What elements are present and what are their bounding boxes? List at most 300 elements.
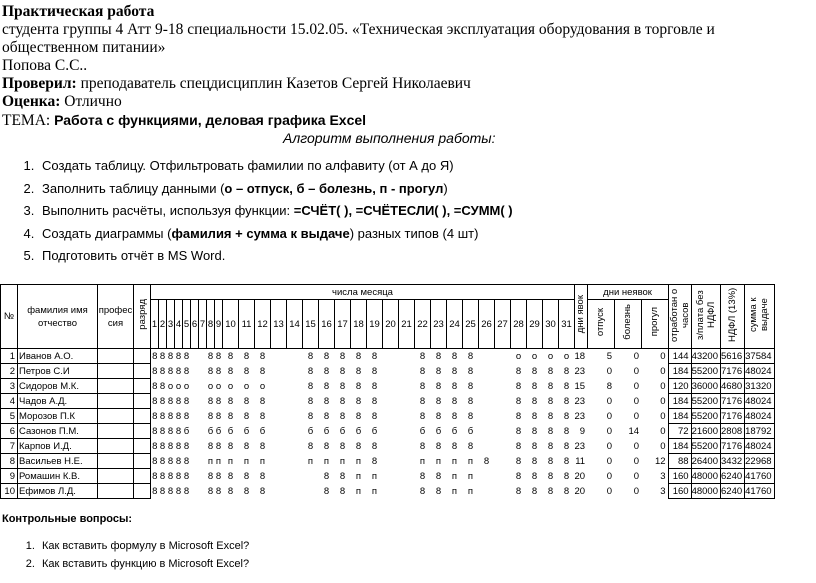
- day-cell: п: [323, 455, 330, 467]
- day-cell: 8: [207, 485, 214, 497]
- day-cell: 8: [467, 365, 474, 377]
- grade-value: Отлично: [60, 93, 122, 110]
- day-cell: 8: [515, 380, 522, 392]
- yavki-cell: 15: [574, 380, 586, 392]
- day-cell: 8: [339, 350, 346, 362]
- timesheet-table: [0, 284, 775, 499]
- day-cell: 8: [451, 395, 458, 407]
- table-row: [1, 409, 775, 424]
- employee-name: Ромашин К.В.: [18, 469, 98, 484]
- day-cell: б: [207, 425, 214, 437]
- progul-cell: 3: [660, 470, 666, 482]
- progul-cell: 3: [660, 485, 666, 497]
- step-text: ): [443, 180, 448, 196]
- day-number-header: 3: [167, 300, 175, 349]
- day-cell: п: [259, 455, 266, 467]
- day-cell: [287, 394, 303, 409]
- day-cell: б: [419, 425, 426, 437]
- grade-cell: [134, 364, 151, 379]
- day-cell: [199, 484, 207, 499]
- day-cell: 8: [371, 455, 378, 467]
- day-number-header: 29: [527, 300, 543, 349]
- step-text: фамилия + сумма к выдаче: [171, 225, 350, 241]
- day-cell: 8: [243, 395, 250, 407]
- day-cell: б: [243, 425, 250, 437]
- day-cell: 8: [152, 395, 158, 407]
- day-cell: [287, 364, 303, 379]
- day-cell: о: [531, 350, 538, 362]
- day-cell: 8: [259, 350, 266, 362]
- day-cell: 8: [167, 365, 174, 377]
- day-cell: [287, 424, 303, 439]
- day-cell: [383, 439, 399, 454]
- day-cell: 8: [207, 350, 214, 362]
- day-cell: 8: [152, 365, 158, 377]
- grade-cell: [134, 379, 151, 394]
- day-cell: 8: [167, 470, 174, 482]
- header-otpusk: отпуск: [587, 300, 614, 349]
- day-cell: 8: [339, 440, 346, 452]
- day-cell: [199, 394, 207, 409]
- header-progul: прогул: [641, 300, 668, 349]
- day-cell: 8: [435, 485, 442, 497]
- day-cell: 8: [531, 395, 538, 407]
- header-pay: з/плата без НДФЛ: [691, 285, 720, 349]
- day-cell: [479, 379, 495, 394]
- ndfl-cell: 6240: [721, 484, 745, 499]
- day-cell: [479, 349, 495, 364]
- day-cell: [479, 439, 495, 454]
- row-number: 1: [1, 349, 18, 364]
- day-cell: б: [323, 425, 330, 437]
- profession-cell: [98, 394, 134, 409]
- step-text: Заполнить таблицу данными (: [42, 180, 225, 196]
- day-cell: [191, 364, 199, 379]
- day-cell: [191, 349, 199, 364]
- day-cell: 8: [563, 395, 570, 407]
- day-cell: 8: [531, 470, 538, 482]
- day-cell: 8: [175, 440, 182, 452]
- day-cell: п: [355, 470, 362, 482]
- day-cell: 8: [563, 425, 570, 437]
- day-cell: 8: [451, 365, 458, 377]
- pay-cell: 21600: [691, 424, 720, 439]
- hours-cell: 120: [668, 379, 691, 394]
- step-item: [38, 178, 513, 201]
- profession-cell: [98, 439, 134, 454]
- profession-cell: [98, 364, 134, 379]
- day-cell: 8: [175, 470, 182, 482]
- day-cell: [199, 349, 207, 364]
- day-cell: 8: [323, 440, 330, 452]
- otpusk-cell: 5: [606, 350, 613, 362]
- day-cell: 8: [183, 365, 190, 377]
- total-cell: 48024: [745, 439, 774, 454]
- day-cell: 8: [419, 440, 426, 452]
- day-cell: 8: [183, 485, 190, 497]
- day-cell: 8: [435, 440, 442, 452]
- hours-cell: 184: [668, 394, 691, 409]
- day-cell: 8: [419, 350, 426, 362]
- day-cell: 8: [207, 470, 214, 482]
- header-neyavki: дни неявок: [587, 285, 668, 300]
- day-cell: 8: [227, 350, 234, 362]
- day-cell: [287, 349, 303, 364]
- day-cell: [271, 364, 287, 379]
- step-text: Создать таблицу. Отфильтровать фамилии по алфавиту (от А до Я): [42, 158, 454, 173]
- day-cell: [303, 484, 319, 499]
- day-cell: [199, 469, 207, 484]
- day-cell: 8: [371, 410, 378, 422]
- day-cell: п: [467, 470, 474, 482]
- header-hours: отработан о часов: [668, 285, 691, 349]
- ndfl-cell: 7176: [721, 364, 745, 379]
- day-cell: [383, 469, 399, 484]
- otpusk-cell: 0: [606, 455, 613, 467]
- day-cell: 8: [563, 365, 570, 377]
- day-cell: б: [339, 425, 346, 437]
- day-cell: 8: [419, 470, 426, 482]
- day-cell: [399, 454, 415, 469]
- day-cell: п: [243, 455, 250, 467]
- day-cell: 8: [215, 410, 222, 422]
- day-cell: п: [451, 470, 458, 482]
- timesheet-table-wrapper: [0, 284, 775, 499]
- day-cell: 8: [307, 350, 314, 362]
- day-cell: 8: [467, 395, 474, 407]
- table-row: [1, 439, 775, 454]
- profession-cell: [98, 424, 134, 439]
- day-cell: п: [227, 455, 234, 467]
- progul-cell: 0: [660, 440, 666, 452]
- day-cell: 8: [183, 395, 190, 407]
- day-cell: 8: [183, 350, 190, 362]
- day-cell: [479, 364, 495, 379]
- hours-cell: 184: [668, 409, 691, 424]
- day-cell: [287, 379, 303, 394]
- progul-cell: 0: [660, 410, 666, 422]
- header-name: фамилия имя отчество: [18, 285, 98, 349]
- day-cell: 8: [159, 425, 166, 437]
- day-cell: [199, 364, 207, 379]
- yavki-cell: 23: [574, 410, 586, 422]
- grade: [2, 93, 122, 111]
- day-cell: б: [307, 425, 314, 437]
- day-cell: 8: [207, 410, 214, 422]
- checked-value: преподаватель спецдисциплин Казетов Сергей Николаевич: [76, 75, 471, 92]
- day-cell: 8: [323, 365, 330, 377]
- day-cell: [191, 394, 199, 409]
- day-cell: 8: [531, 365, 538, 377]
- progul-cell: 12: [655, 455, 666, 467]
- day-cell: 8: [419, 395, 426, 407]
- header-yavki: дни явок: [575, 285, 588, 349]
- day-cell: 8: [227, 395, 234, 407]
- day-cell: 8: [215, 440, 222, 452]
- pay-cell: 55200: [691, 394, 720, 409]
- day-cell: [399, 364, 415, 379]
- bolezn-cell: 0: [633, 410, 640, 422]
- day-cell: 8: [152, 440, 158, 452]
- day-cell: [399, 484, 415, 499]
- day-cell: [479, 469, 495, 484]
- day-cell: 8: [175, 485, 182, 497]
- day-cell: 8: [355, 395, 362, 407]
- pay-cell: 26400: [691, 454, 720, 469]
- day-cell: [271, 439, 287, 454]
- hours-cell: 144: [668, 349, 691, 364]
- ndfl-cell: 6240: [721, 469, 745, 484]
- day-number-header: 1: [151, 300, 159, 349]
- day-cell: 8: [531, 485, 538, 497]
- day-cell: б: [183, 425, 190, 437]
- day-cell: [199, 454, 207, 469]
- day-cell: [479, 424, 495, 439]
- day-cell: 8: [323, 410, 330, 422]
- otpusk-cell: 0: [606, 365, 613, 377]
- grade-cell: [134, 409, 151, 424]
- pay-cell: 55200: [691, 439, 720, 454]
- day-cell: 8: [152, 470, 158, 482]
- day-cell: [271, 469, 287, 484]
- day-cell: 8: [307, 410, 314, 422]
- day-cell: 8: [167, 395, 174, 407]
- ndfl-cell: 3432: [721, 454, 745, 469]
- day-cell: 8: [339, 485, 346, 497]
- bolezn-cell: 0: [633, 365, 640, 377]
- day-number-header: 8: [207, 300, 215, 349]
- day-cell: 8: [207, 365, 214, 377]
- step-item: [38, 223, 513, 246]
- day-cell: 8: [547, 440, 554, 452]
- progul-cell: 0: [660, 365, 666, 377]
- day-cell: 8: [371, 350, 378, 362]
- day-number-header: 12: [255, 300, 271, 349]
- day-cell: 8: [243, 485, 250, 497]
- day-cell: 8: [259, 410, 266, 422]
- total-cell: 48024: [745, 394, 774, 409]
- student-name: Попова С.С..: [2, 57, 88, 74]
- header-ndfl: НДФЛ (13%): [721, 285, 745, 349]
- day-number-header: 22: [415, 300, 431, 349]
- day-cell: 8: [547, 470, 554, 482]
- day-cell: [495, 379, 511, 394]
- day-cell: 8: [159, 455, 166, 467]
- total-cell: 48024: [745, 364, 774, 379]
- day-cell: 8: [339, 470, 346, 482]
- employee-name: Сидоров М.К.: [18, 379, 98, 394]
- day-cell: 8: [152, 410, 158, 422]
- day-cell: 8: [159, 485, 166, 497]
- profession-cell: [98, 469, 134, 484]
- day-cell: 8: [515, 365, 522, 377]
- day-cell: 8: [435, 410, 442, 422]
- bolezn-cell: 0: [633, 470, 640, 482]
- day-cell: 8: [215, 395, 222, 407]
- day-cell: о: [167, 380, 174, 392]
- day-cell: 8: [307, 380, 314, 392]
- day-number-header: 10: [223, 300, 239, 349]
- day-number-header: 6: [191, 300, 199, 349]
- day-cell: [271, 409, 287, 424]
- day-cell: [495, 349, 511, 364]
- day-cell: [287, 439, 303, 454]
- day-cell: 8: [531, 425, 538, 437]
- employee-name: Петров С.И: [18, 364, 98, 379]
- total-cell: 18792: [745, 424, 774, 439]
- day-cell: п: [339, 455, 346, 467]
- day-cell: 8: [355, 365, 362, 377]
- day-cell: 8: [227, 485, 234, 497]
- ndfl-cell: 2808: [721, 424, 745, 439]
- step-text: о – отпуск, б – болезнь, п - прогул: [224, 180, 444, 196]
- day-cell: п: [355, 455, 362, 467]
- total-cell: 22968: [745, 454, 774, 469]
- day-number-header: 21: [399, 300, 415, 349]
- day-cell: [383, 379, 399, 394]
- table-row: [1, 484, 775, 499]
- day-cell: 8: [159, 365, 166, 377]
- day-cell: п: [371, 470, 378, 482]
- bolezn-cell: 14: [628, 425, 640, 437]
- day-cell: 8: [215, 470, 222, 482]
- checked-by: [2, 75, 471, 93]
- day-cell: б: [215, 425, 222, 437]
- day-cell: 8: [547, 395, 554, 407]
- day-number-header: 18: [351, 300, 367, 349]
- day-cell: о: [259, 380, 266, 392]
- day-cell: 8: [207, 440, 214, 452]
- day-cell: 8: [259, 470, 266, 482]
- step-item: [38, 200, 513, 223]
- day-cell: 8: [159, 410, 166, 422]
- day-cell: 8: [159, 350, 166, 362]
- day-cell: 8: [371, 395, 378, 407]
- day-number-header: 24: [447, 300, 463, 349]
- day-cell: 8: [355, 350, 362, 362]
- day-cell: 8: [435, 380, 442, 392]
- day-cell: 8: [467, 380, 474, 392]
- day-cell: [287, 469, 303, 484]
- yavki-cell: 20: [574, 470, 586, 482]
- day-cell: [383, 409, 399, 424]
- day-cell: о: [215, 380, 222, 392]
- header-profession: профес сия: [98, 285, 134, 349]
- row-number: 2: [1, 364, 18, 379]
- day-number-header: 26: [479, 300, 495, 349]
- day-cell: о: [183, 380, 190, 392]
- day-cell: 8: [467, 440, 474, 452]
- day-cell: 8: [515, 440, 522, 452]
- table-row: [1, 424, 775, 439]
- day-cell: 8: [259, 395, 266, 407]
- pay-cell: 55200: [691, 364, 720, 379]
- day-cell: 8: [371, 365, 378, 377]
- day-number-header: 28: [511, 300, 527, 349]
- day-cell: 8: [159, 470, 166, 482]
- day-cell: 8: [307, 440, 314, 452]
- day-cell: [495, 394, 511, 409]
- day-cell: 8: [547, 455, 554, 467]
- questions-list: [0, 537, 249, 573]
- day-cell: 8: [323, 380, 330, 392]
- day-cell: 8: [451, 380, 458, 392]
- hours-cell: 184: [668, 439, 691, 454]
- day-cell: 8: [243, 365, 250, 377]
- day-cell: 8: [451, 350, 458, 362]
- day-cell: 8: [515, 470, 522, 482]
- bolezn-cell: 0: [633, 455, 640, 467]
- day-cell: 8: [563, 410, 570, 422]
- day-cell: 8: [307, 395, 314, 407]
- day-cell: 8: [339, 410, 346, 422]
- hours-cell: 160: [668, 469, 691, 484]
- grade-cell: [134, 394, 151, 409]
- day-cell: 8: [159, 380, 166, 392]
- day-cell: 8: [419, 485, 426, 497]
- day-cell: 8: [355, 410, 362, 422]
- day-cell: 8: [183, 440, 190, 452]
- day-cell: 8: [531, 410, 538, 422]
- day-number-header: 4: [175, 300, 183, 349]
- profession-cell: [98, 379, 134, 394]
- group-line-2: общественном питании»: [2, 39, 166, 56]
- grade-cell: [134, 484, 151, 499]
- day-cell: 8: [159, 395, 166, 407]
- question-item: 2. Как вставить функцию в Microsoft Excel?: [38, 555, 249, 573]
- day-cell: 8: [243, 470, 250, 482]
- hours-cell: 72: [668, 424, 691, 439]
- header-bolezn: болезнь: [614, 300, 641, 349]
- row-number: 10: [1, 484, 18, 499]
- day-cell: п: [207, 455, 214, 467]
- day-cell: 8: [547, 380, 554, 392]
- step-text: Выполнить расчёты, используя функции:: [42, 203, 294, 218]
- day-cell: 8: [159, 440, 166, 452]
- day-number-header: 30: [543, 300, 559, 349]
- total-cell: 41760: [745, 484, 774, 499]
- day-cell: [191, 469, 199, 484]
- day-cell: п: [307, 455, 314, 467]
- day-cell: [495, 409, 511, 424]
- day-cell: п: [451, 455, 458, 467]
- day-cell: [495, 364, 511, 379]
- day-cell: о: [175, 380, 182, 392]
- day-cell: 8: [307, 365, 314, 377]
- ndfl-cell: 7176: [721, 439, 745, 454]
- day-cell: 8: [167, 455, 174, 467]
- table-row: [1, 379, 775, 394]
- row-number: 7: [1, 439, 18, 454]
- day-cell: 8: [227, 410, 234, 422]
- yavki-cell: 18: [574, 350, 586, 362]
- day-cell: [271, 484, 287, 499]
- topic-label: ТЕМА:: [2, 112, 55, 129]
- day-cell: 8: [531, 440, 538, 452]
- day-cell: 8: [515, 395, 522, 407]
- row-number: 3: [1, 379, 18, 394]
- day-cell: п: [435, 455, 442, 467]
- day-cell: б: [467, 425, 474, 437]
- header-grade: разряд: [134, 285, 151, 349]
- ndfl-cell: 5616: [721, 349, 745, 364]
- step-text: Подготовить отчёт в MS Word.: [42, 248, 226, 263]
- progul-cell: 0: [660, 395, 666, 407]
- row-number: 8: [1, 454, 18, 469]
- day-cell: 8: [323, 350, 330, 362]
- table-row: [1, 364, 775, 379]
- day-cell: 8: [152, 485, 158, 497]
